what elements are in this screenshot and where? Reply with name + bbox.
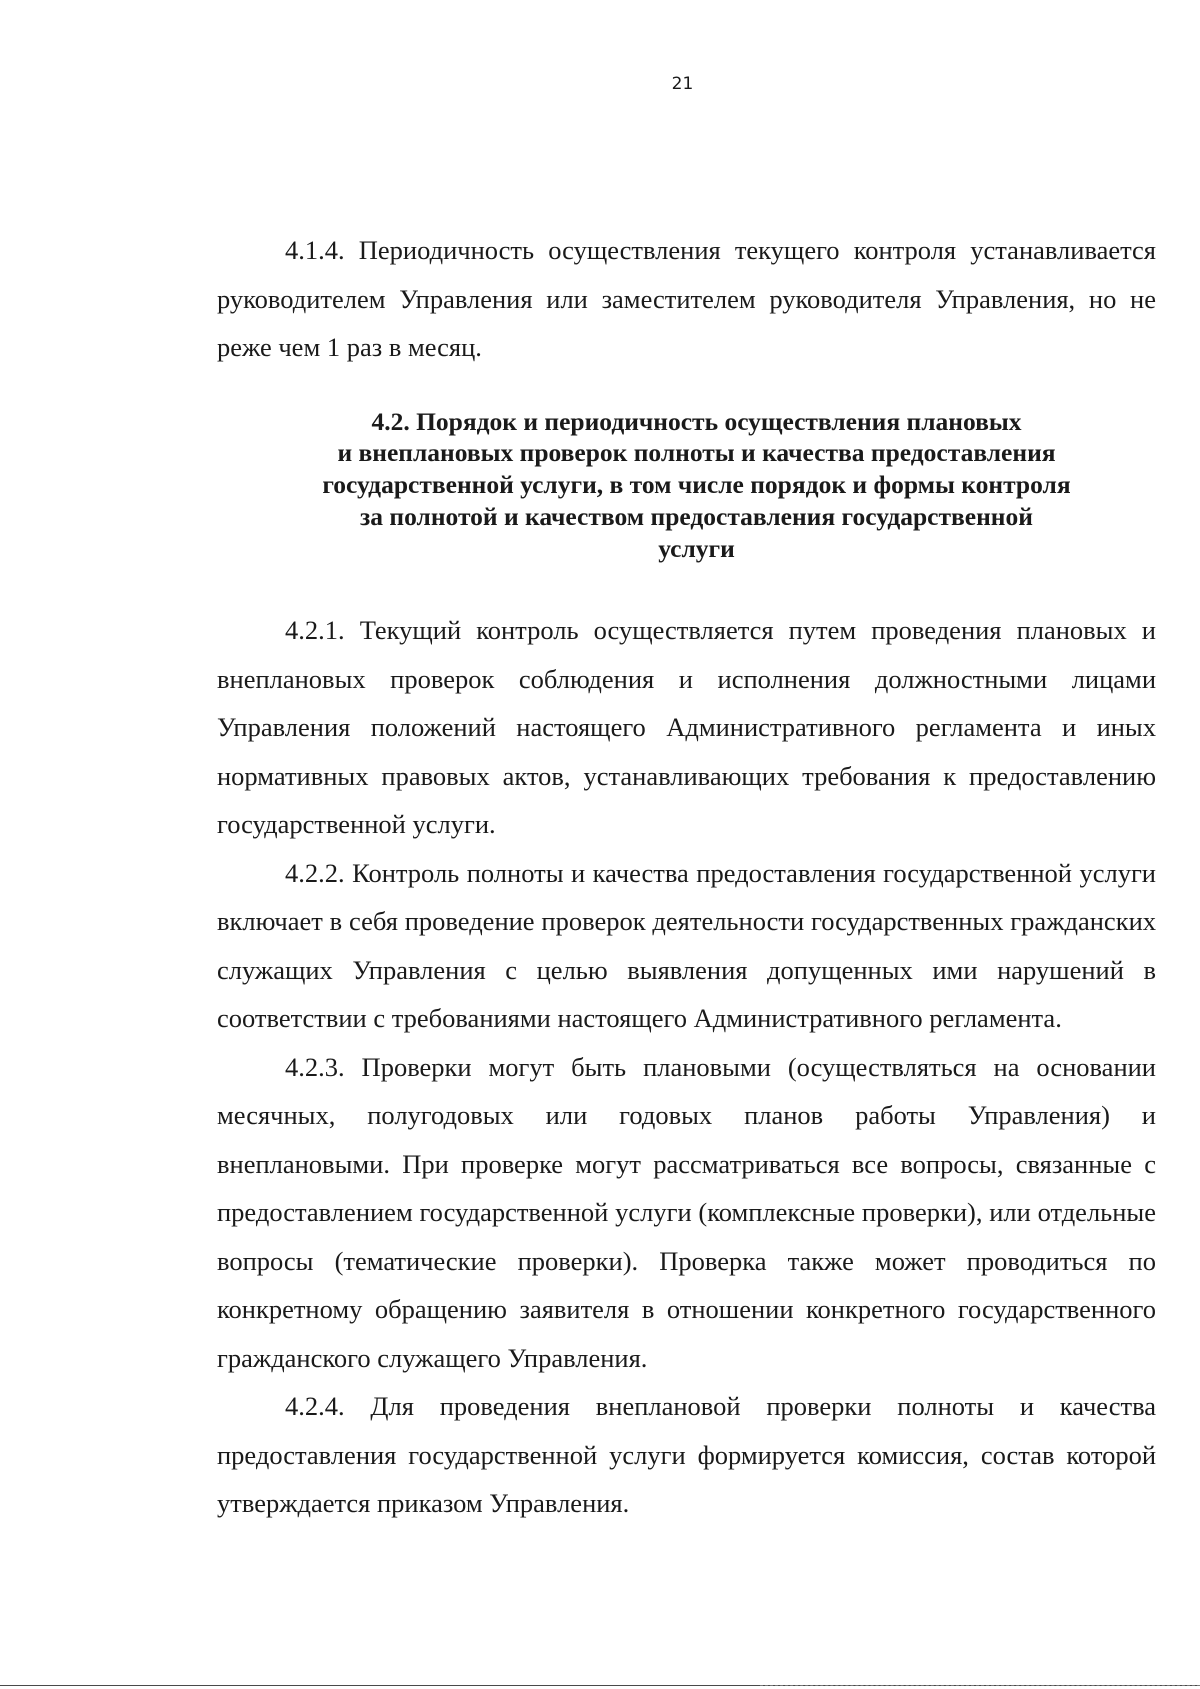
- heading-line: 4.2. Порядок и периодичность осуществления плановых: [371, 406, 1022, 436]
- heading-line: и внеплановых проверок полноты и качества предоставления: [337, 438, 1056, 468]
- heading-line: государственной услуги, в том числе порядок и формы контроля: [322, 470, 1071, 500]
- section-heading-4-2: [217, 406, 1156, 565]
- paragraph-4-2-1: 4.2.1. Текущий контроль осуществляется путем проведения плановых и внеплановых проверок соблюдения и исполнения должностными лицами Управления положений настоящего Административного регламента и иных нормативных правовых актов, устанавливающих требования к предоставлению государственной услуги.: [217, 615, 1156, 840]
- paragraph-4-2-2: 4.2.2. Контроль полноты и качества предоставления государственной услуги включает в себя проведение проверок деятельности государственных гражданских служащих Управления с целью выявления допущенных ими нарушений в соответствии с требованиями настоящего Административного регламента.: [217, 857, 1156, 1034]
- paragraph-4-2-4: 4.2.4. Для проведения внеплановой проверки полноты и качества предоставления государственной услуги формируется комиссия, состав которой утверждается приказом Управления.: [217, 1391, 1156, 1519]
- paragraph-4-2-3: 4.2.3. Проверки могут быть плановыми (осуществляться на основании месячных, полугодовых или годовых планов работы Управления) и внеплановыми. При проверке могут рассматриваться все вопросы, связанные с предоставлением государственной услуги (комплексные проверки), или отдельные вопросы (тематические проверки). Проверка также может проводиться по конкретному обращению заявителя в отношении конкретного государственного гражданского служащего Управления.: [217, 1051, 1156, 1373]
- scan-edge-line-faded: [760, 1685, 1200, 1686]
- page-number: 21: [671, 74, 694, 94]
- heading-line: за полнотой и качеством предоставления государственной: [360, 501, 1033, 531]
- paragraph-4-1-4: 4.1.4. Периодичность осуществления текущего контроля устанавливается руководителем Управления или заместителем руководителя Управления, но не реже чем 1 раз в месяц.: [217, 235, 1156, 362]
- heading-line: услуги: [658, 533, 735, 563]
- document-body: [217, 226, 1156, 1528]
